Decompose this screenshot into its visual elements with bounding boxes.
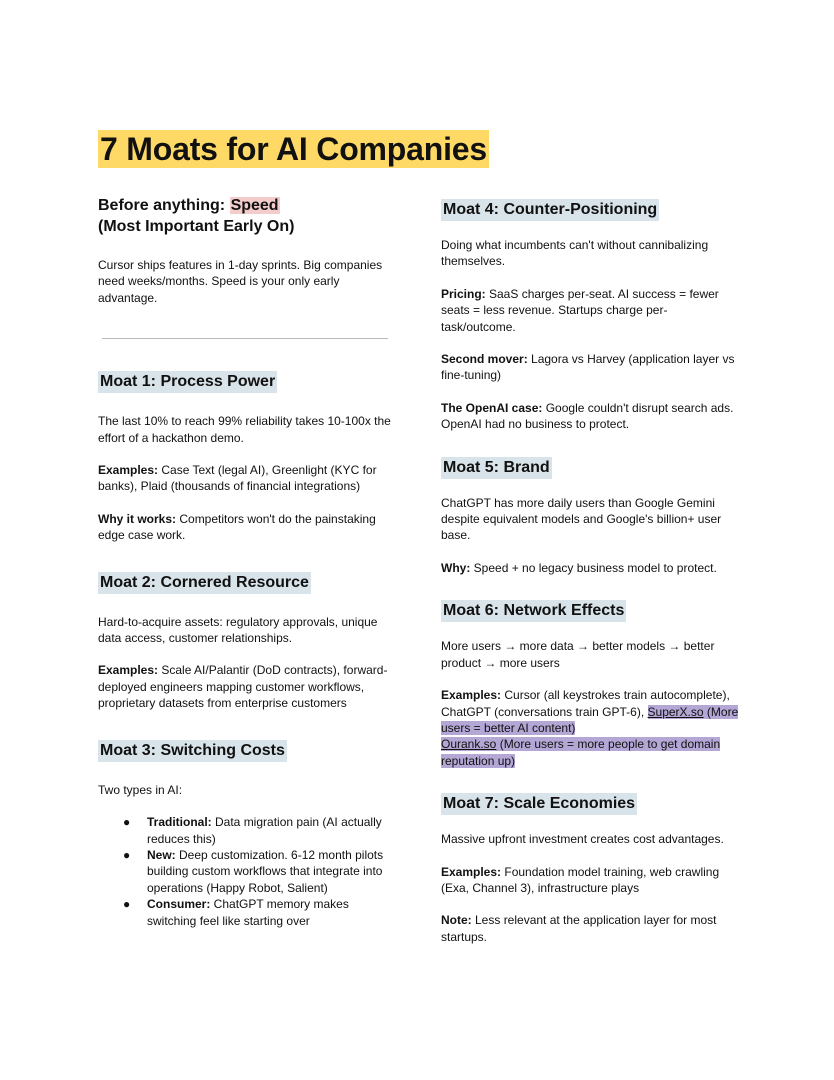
moat4-heading: Moat 4: Counter-Positioning	[441, 199, 659, 221]
moat4-p4-label: The OpenAI case:	[441, 400, 543, 415]
moat7-p2	[441, 864, 741, 897]
right-column	[441, 195, 741, 945]
moat4-p2-text: SaaS charges per-seat. AI success = fewer seats = less revenue. Startups charge per-task/outcome.	[441, 286, 719, 334]
moat7-p2-text: Foundation model training, web crawling (Exa, Channel 3), infrastructure plays	[441, 864, 720, 895]
intro-heading-prefix: Before anything:	[98, 197, 230, 214]
moat1-p3	[98, 511, 398, 544]
moat6-heading: Moat 6: Network Effects	[441, 600, 626, 622]
moat3-p1: Two types in AI:	[98, 782, 183, 797]
moat5-p2-text: Speed + no legacy business model to protect.	[470, 560, 717, 575]
bullet-icon: ●	[123, 815, 131, 830]
moat1-p2	[98, 462, 398, 495]
moat4-p3-label: Second mover:	[441, 352, 528, 367]
list-item	[123, 814, 398, 847]
list-item	[123, 847, 398, 896]
moat5-heading: Moat 5: Brand	[441, 457, 552, 479]
moat1-heading: Moat 1: Process Power	[98, 371, 277, 393]
moat6-p2	[441, 687, 741, 769]
moat1-p1: The last 10% to reach 99% reliability takes 10-100x the effort of a hackathon demo.	[98, 414, 391, 445]
page-title: 7 Moats for AI Companies	[100, 131, 487, 167]
bullet-icon: ●	[123, 847, 131, 862]
moat3-list	[98, 814, 398, 929]
moat7-p3	[441, 912, 741, 945]
moat6-p2-label: Examples:	[441, 688, 502, 703]
moat7-p3-text: Less relevant at the application layer for most startups.	[441, 913, 717, 944]
intro-body: Cursor ships features in 1-day sprints. Big companies need weeks/months. Speed is your only early advantage.	[98, 258, 383, 305]
moat5-p2	[441, 560, 741, 576]
left-column	[98, 195, 398, 929]
speed-highlight: Speed	[230, 197, 279, 214]
moat5-p2-label: Why:	[441, 560, 471, 575]
list-item-text: ChatGPT memory makes switching feel like starting over	[147, 897, 349, 928]
ourank-link[interactable]: Ourank.so	[441, 737, 497, 752]
moat1-p3-label: Why it works:	[98, 511, 177, 526]
superx-link-desc: (More users = better AI content)	[441, 704, 739, 735]
list-item-label: New:	[147, 847, 176, 862]
superx-link[interactable]: SuperX.so	[647, 704, 704, 719]
moat1-p2-label: Examples:	[98, 463, 159, 478]
list-item-text: Deep customization. 6-12 month pilots building custom workflows that integrate into operations (Happy Robot, Salient)	[147, 847, 384, 895]
moat4-p4	[441, 400, 741, 433]
intro-heading-line2: (Most Important Early On)	[98, 218, 295, 235]
bullet-icon: ●	[123, 897, 131, 912]
list-item-label: Consumer:	[147, 897, 211, 912]
moat2-p2	[98, 662, 398, 711]
ourank-link-desc: (More users = more people to get domain reputation up)	[441, 737, 721, 768]
moat7-p1: Massive upfront investment creates cost advantages.	[441, 832, 724, 847]
moat2-heading: Moat 2: Cornered Resource	[98, 572, 311, 594]
moat7-p3-label: Note:	[441, 913, 472, 928]
moat7-p2-label: Examples:	[441, 864, 502, 879]
moat2-p2-label: Examples:	[98, 663, 159, 678]
moat4-p1: Doing what incumbents can't without cannibalizing themselves.	[441, 238, 709, 269]
moat4-p2	[441, 286, 741, 335]
moat4-p3	[441, 351, 741, 384]
moat1-p2-text: Case Text (legal AI), Greenlight (KYC for banks), Plaid (thousands of financial integrations)	[98, 463, 377, 494]
moat7-heading: Moat 7: Scale Economies	[441, 793, 637, 815]
moat4-p4-text: Google couldn't disrupt search ads. OpenAI had no business to protect.	[441, 400, 734, 432]
moat2-p2-text: Scale AI/Palantir (DoD contracts), forward-deployed engineers mapping customer workflows, proprietary datasets from enterprise customers	[98, 663, 388, 711]
moat4-p3-text: Lagora vs Harvey (application layer vs fine-tuning)	[441, 352, 735, 383]
list-item-label: Traditional:	[147, 815, 212, 830]
moat5-p1: ChatGPT has more daily users than Google Gemini despite equivalent models and Google's billion+ user base.	[441, 495, 722, 543]
moat4-p2-label: Pricing:	[441, 286, 486, 301]
moat3-heading: Moat 3: Switching Costs	[98, 740, 287, 762]
list-item-text: Data migration pain (AI actually reduces this)	[147, 815, 382, 846]
moat6-p2-text: Cursor (all keystrokes train autocomplete), ChatGPT (conversations train GPT-6),	[441, 688, 730, 719]
list-item	[123, 896, 398, 929]
moat6-p1: More users → more data → better models → better product → more users	[441, 639, 715, 670]
moat2-p1: Hard-to-acquire assets: regulatory approvals, unique data access, customer relationships.	[98, 614, 378, 646]
intro-heading	[98, 195, 398, 237]
moat1-p3-text: Competitors won't do the painstaking edge case work.	[98, 511, 376, 543]
